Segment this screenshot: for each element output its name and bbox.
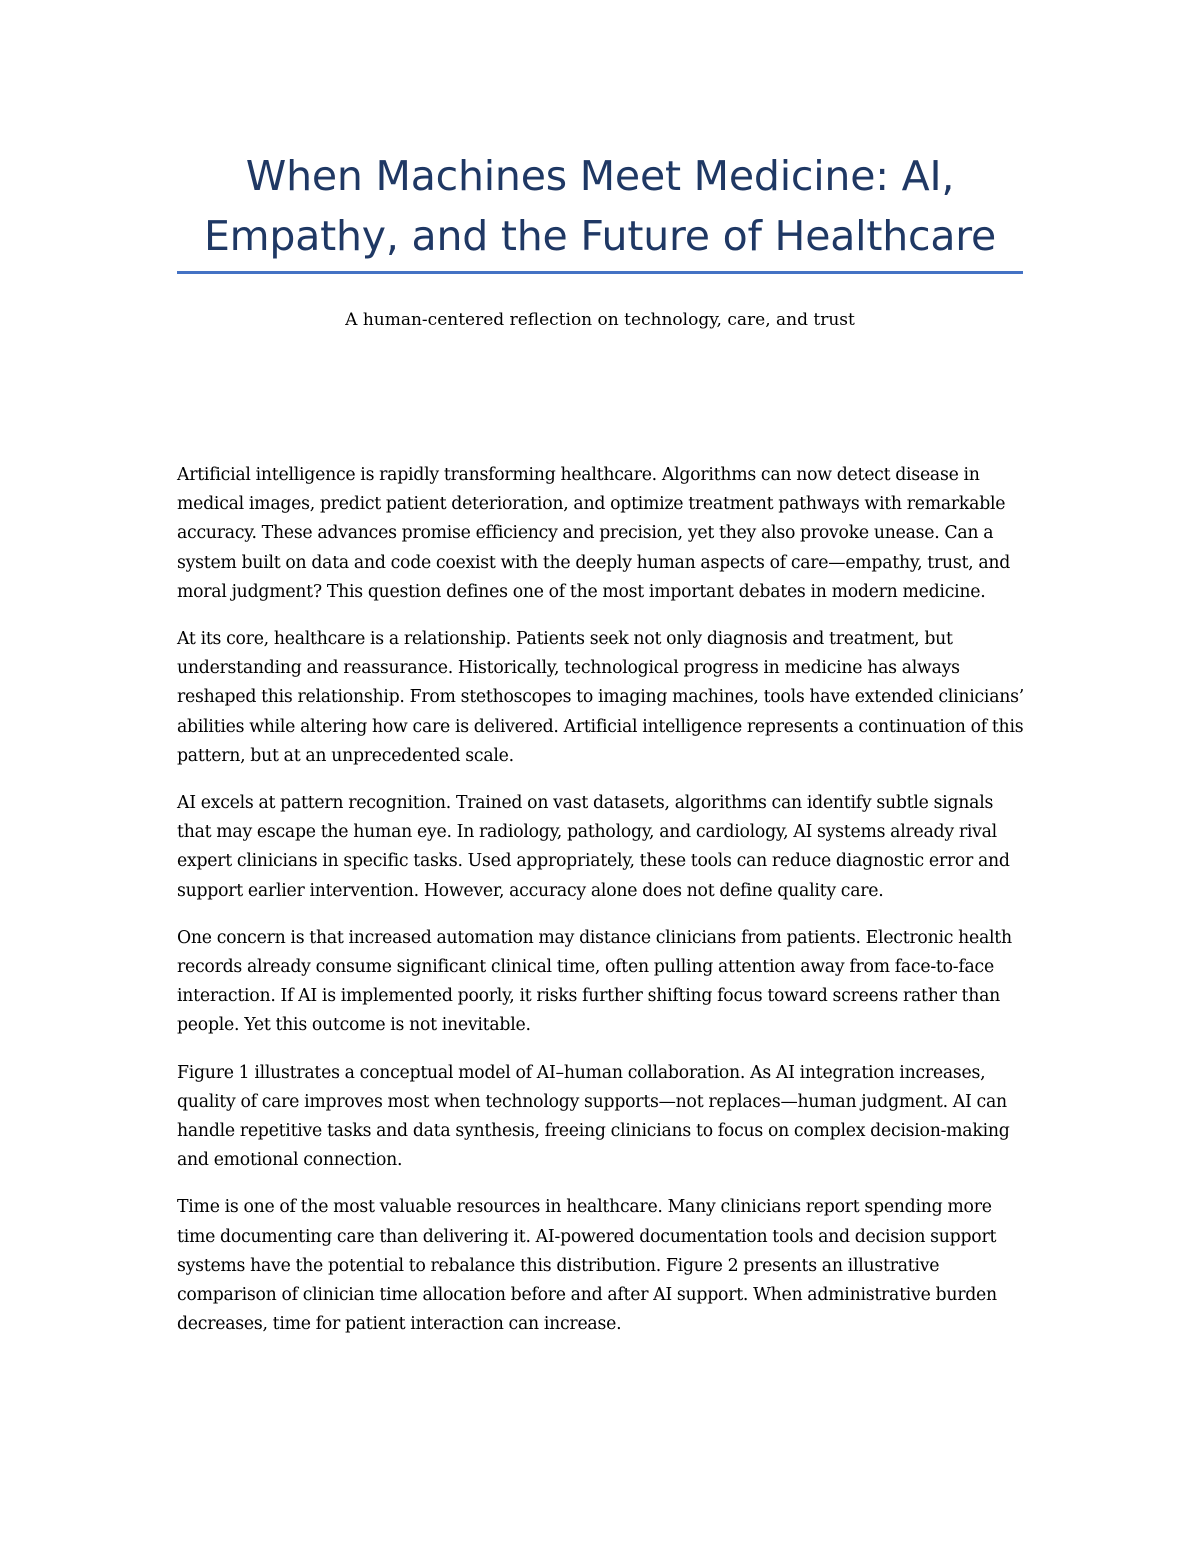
paragraph-5: Figure 1 illustrates a conceptual model of AI–human collaboration. As AI integration increases, quality of care improves most when technology supports—not replaces—human judgment. AI can handle repetitive tasks and data synthesis, freeing clinicians to focus on complex decision-making and emotional connection. [177, 1062, 1010, 1171]
title-underline [177, 271, 1023, 274]
paragraph-3: AI excels at pattern recognition. Trained on vast datasets, algorithms can identify subtle signals that may escape the human eye. In radiology, pathology, and cardiology, AI systems already rival expert clinicians in specific tasks. Used appropriately, these tools can reduce diagnostic error and support earlier intervention. However, accuracy alone does not define quality care. [177, 793, 1010, 901]
document-body [177, 461, 1027, 1357]
paragraph-2: At its core, healthcare is a relationship. Patients seek not only diagnosis and treatment, but understanding and reassurance. Historically, technological progress in medicine has always reshaped this relationship. From stethoscopes to imaging machines, tools have extended clinicians’ abilities while altering how care is delivered. Artificial intelligence represents a continuation of this pattern, but at an unprecedented scale. [177, 629, 1024, 766]
paragraph-4: One concern is that increased automation may distance clinicians from patients. Electronic health records already consume significant clinical time, often pulling attention away from face-to-face interaction. If AI is implemented poorly, it risks further shifting focus toward screens rather than people. Yet this outcome is not inevitable. [177, 927, 1012, 1036]
paragraph-1: Artificial intelligence is rapidly transforming healthcare. Algorithms can now detect disease in medical images, predict patient deterioration, and optimize treatment pathways with remarkable accuracy. These advances promise efficiency and precision, yet they also provoke unease. Can a system built on data and code coexist with the deeply human aspects of care—empathy, trust, and moral judgment? This question defines one of the most important debates in modern medicine. [177, 465, 1011, 602]
paragraph-6: Time is one of the most valuable resources in healthcare. Many clinicians report spending more time documenting care than delivering it. AI-powered documentation tools and decision support systems have the potential to rebalance this distribution. Figure 2 presents an illustrative comparison of clinician time allocation before and after AI support. When administrative burden decreases, time for patient interaction can increase. [177, 1197, 997, 1335]
document-subtitle: A human-centered reflection on technology, care, and trust [345, 310, 855, 330]
document-title: When Machines Meet Medicine: AI, Empathy, and the Future of Healthcare [203, 152, 997, 260]
